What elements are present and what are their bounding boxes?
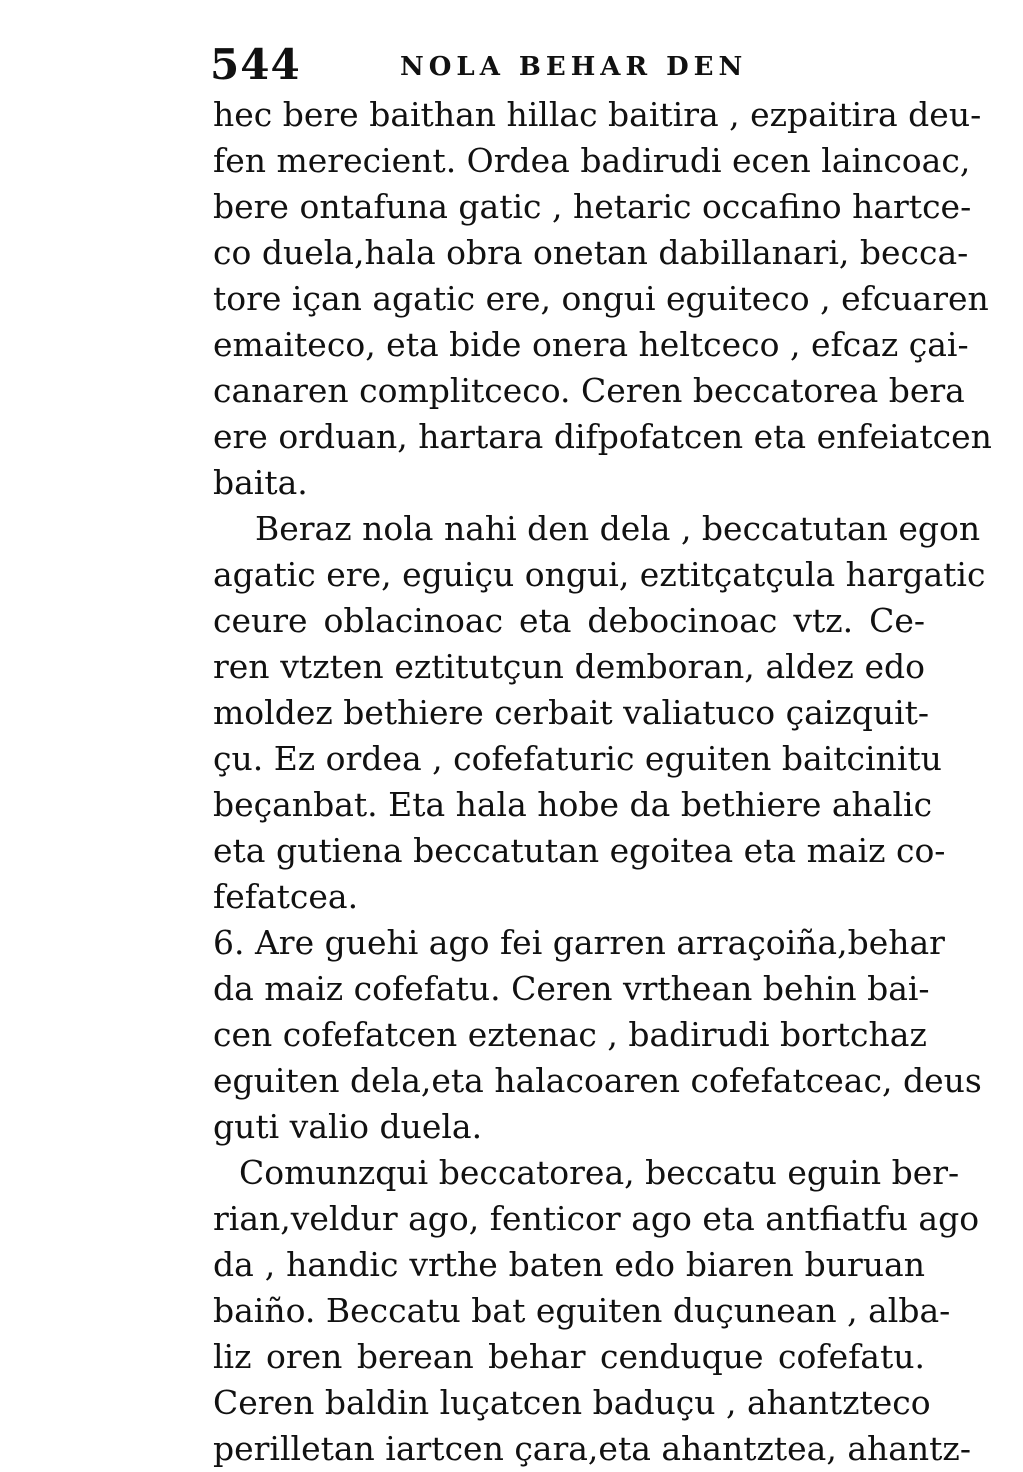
text-line: baiño. Beccatu bat eguiten duçunean , alba- — [213, 1291, 951, 1330]
text-line: agatic ere, eguiçu ongui, eztitçatçula hargatic — [213, 555, 986, 594]
text-line: eta gutiena beccatutan egoitea eta maiz co- — [213, 831, 946, 870]
text-line: eguiten dela,eta halacoaren cofefatceac, deus — [213, 1061, 982, 1100]
text-line: ceure oblacinoac eta debocinoac vtz. Ce- — [213, 601, 925, 640]
text-line: ren vtzten eztitutçun demboran, aldez edo — [213, 647, 925, 686]
text-line: moldez bethiere cerbait valiatuco çaizquit- — [213, 693, 930, 732]
body-text — [213, 92, 992, 1472]
text-line: çu. Ez ordea , cofefaturic eguiten baitcinitu — [213, 739, 942, 778]
running-head: NOLA BEHAR DEN — [400, 52, 748, 82]
text-line: Beraz nola nahi den dela , beccatutan egon — [255, 509, 981, 548]
text-line: Comunzqui beccatorea, beccatu eguin ber- — [239, 1153, 960, 1192]
text-line: da , handic vrthe baten edo biaren buruan — [213, 1245, 925, 1284]
page-number: 544 — [210, 40, 301, 89]
text-line: rian,veldur ago, fenticor ago eta antfiatfu ago — [213, 1199, 980, 1238]
text-line: emaiteco, eta bide onera heltceco , efcaz çai- — [213, 325, 969, 364]
text-line: baita. — [213, 463, 308, 502]
text-line: 6. Are guehi ago fei garren arraçoiña,behar — [213, 923, 945, 962]
text-line: canaren complitceco. Ceren beccatorea bera — [213, 371, 965, 410]
text-line: da maiz cofefatu. Ceren vrthean behin bai- — [213, 969, 930, 1008]
text-line: bere ontafuna gatic , hetaric occafino hartce- — [213, 187, 972, 226]
text-line: guti valio duela. — [213, 1107, 483, 1146]
text-line: perilletan iartcen çara,eta ahantztea, ahantz- — [213, 1429, 971, 1468]
page-header — [210, 40, 930, 100]
text-line: co duela,hala obra onetan dabillanari, becca- — [213, 233, 969, 272]
text-line: fen merecient. Ordea badirudi ecen laincoac, — [213, 141, 971, 180]
text-line: ere orduan, hartara difpofatcen eta enfeiatcen — [213, 417, 992, 456]
text-line: hec bere baithan hillac baitira , ezpaitira deu- — [213, 95, 982, 134]
text-line: beçanbat. Eta hala hobe da bethiere ahalic — [213, 785, 933, 824]
text-line: liz oren berean behar cenduque cofefatu. — [213, 1337, 925, 1376]
text-line: cen cofefatcen eztenac , badirudi bortchaz — [213, 1015, 927, 1054]
text-line: tore içan agatic ere, ongui eguiteco , efcuaren — [213, 279, 989, 318]
text-line: fefatcea. — [213, 877, 359, 916]
text-line: Ceren baldin luçatcen baduçu , ahantzteco — [213, 1383, 931, 1422]
